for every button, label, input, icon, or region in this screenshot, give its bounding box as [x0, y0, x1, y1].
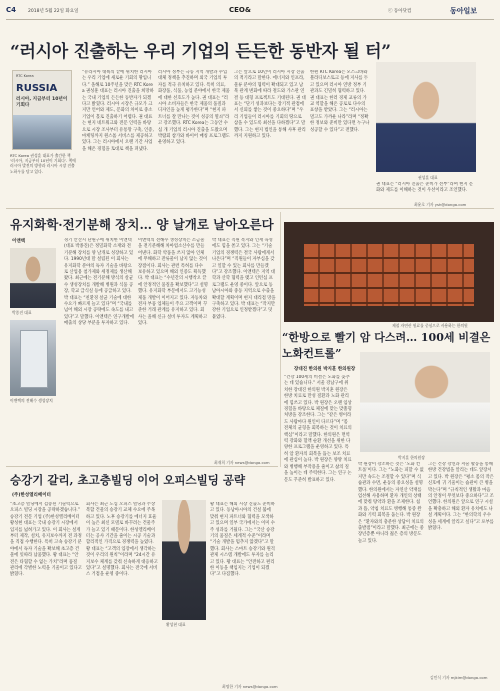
- article3-col3: 그는 건강 강연과 저술 활동을 통해 한방 건강법을 알리는 데도 앞장서고 있다. 박 원장은 “평소 몸의 작은 신호에 귀 기울이는 습관이 큰 병을 막는다”며 “규칙적인 생활과 마음의 안정이 무엇보다 중요하다”고 조언했다. 한의원은 앞으로 연구 시설을 확충하고 해외 환자 유치에도 나설 계획이다. 그는 “한의학의 우수성을 세계에 알리고 싶다”고 포부를 밝혔다.: [428, 462, 494, 532]
- book-cover-subtitle: 러시아, 지금부터 10년이 기회다: [16, 97, 68, 108]
- article3-doctor-photo: [360, 352, 490, 452]
- article2-photo1-caption: 박종진 대표: [12, 310, 32, 315]
- article4-byline: 최명한 기자 news@donga.com: [222, 684, 278, 689]
- article4-col1: “초고층 빌딩에서 검증된 기술력으로 오피스 빌딩 시장을 공략하겠습니다.” 승강기 전문 기업 (주)한성엘리베이터 황성현 대표는 국내 승강기 시장에서 입지를 넓혀가고 있다. 이 회사는 설계부터 제작, 설치, 유지보수까지 전 과정을 직접 수행한다. 특히 고속 승강기 분야에서 독자 기술을 확보해 초고층 건물에 잇따라 납품했다. 황 대표는 “안전은 타협할 수 없는 가치”라며 품질 관리에 각별한 노력을 기울이고 있다고 밝혔다.: [10, 502, 82, 578]
- section-divider-2: [6, 466, 278, 467]
- article3-byline: 김민식 기자 mjkim@donga.com: [430, 675, 488, 680]
- column-divider: [280, 212, 281, 467]
- web-credit: ⓒ 동아닷컴: [388, 9, 412, 14]
- article3-photo-caption: 박지훈 한의원장: [398, 455, 425, 460]
- book-cover-title: RUSSIA: [16, 83, 58, 94]
- article2-ceo-photo: [10, 248, 56, 308]
- article1-col2: 러시아 정부는 극동 지역 개발과 수입 대체 정책을 추진하며 외국 기업의 투자를 적극 유치하고 있다. 특히 의료, 화장품, 식품, 농업 분야에서 한국 제품에 대한 선호도가 높다. 권 대표는 “러시아 소비자들은 한국 제품의 품질과 디자인을 높게 평가한다”며 “현지 파트너를 잘 만나는 것이 성공의 열쇠”라고 강조했다. RTC Korea는 그동안 수십 개 기업의 러시아 진출을 도왔으며 박람회 참가와 바이어 매칭 프로그램도 운영하고 있다.: [158, 70, 230, 146]
- article4-col3: 황 대표는 해외 시장 진출도 준비하고 있다. 동남아시아의 건설 붐에 맞춰 현지 파트너와 협력을 모색하고 있으며 일부 국가에서는 이미 수주 성과를 거뒀다. 그는 “국산 승강기의 품질은 세계적 수준”이라며 “기술 개발을 멈추지 않겠다”고 말했다. 회사는 스마트 승강기와 원격 관제 시스템 개발에도 투자를 늘리고 있다. 황 대표는 “안전하고 편리한 이동을 책임지는 기업이 되겠다”고 다짐했다.: [210, 502, 275, 578]
- article2-byline: 최재희 기자 news@donga.com: [214, 460, 270, 465]
- article2-device-photo: [10, 320, 56, 396]
- book-publisher: RTC Korea: [16, 74, 34, 78]
- article3-product-photo: [284, 222, 494, 322]
- article3-headline: “한방으로 빨기 암 다스려… 100세 비결은 노화컨트롤”: [282, 331, 491, 360]
- newspaper-brand: 동아일보: [450, 7, 478, 15]
- article2-photo2-caption: 이앤텍의 전해수 생성장치: [10, 398, 53, 403]
- article1-byline: 최윤호 기자 ysh@donga.com: [414, 202, 467, 207]
- book-cover-image: [12, 70, 72, 150]
- section-divider-1: [6, 208, 494, 209]
- article1-col1: “유라시아 대륙의 끝에 위치한 러시아는 우리 기업에 새로운 기회의 땅입니다.” 올해로 10주년을 맞은 RTC Korea 권성훈 대표는 러시아 진출을 희망하는 국내 기업의 든든한 동반자가 되겠다고 밝혔다. 러시아 시장은 규모가 크지만 언어와 제도, 문화의 차이로 중소기업이 홀로 진출하기 어렵다. 권 대표는 현지 네트워크와 전문 인력을 바탕으로 시장 조사부터 유통망 구축, 인증, 마케팅까지 원스톱 서비스를 제공하고 있다. 그는 러시아에서 오랜 기간 사업을 해온 경험을 토대로 책을 펴냈다.: [82, 70, 154, 152]
- article4-photo-caption: 황성현 대표: [166, 622, 186, 627]
- book-caption: RTC Korea 권성훈 대표가 출간한 책 ‘러시아, 지금부터 10년이 기회다’. 책에 러시아 발전의 방향과 러시아 시장 진출 노하우를 담고 있다.: [10, 153, 76, 174]
- article2-col2: 이앤텍의 전해수 생성장치는 소금물을 전기분해해 차아염소산수를 만들어낸다. 화학 약품을 쓰지 않아 인체에 무해하고 잔류물이 남지 않는 것이 장점이다. 회사는 관련 특허를 다수 보유하고 있으며 해외 인증도 획득했다. 박 대표는 “수년간의 시행착오 끝에 안정적인 품질을 확보했다”고 설명했다. 유지화학 부문에서도 고기능성 제품 개발이 이어지고 있다. 자동차와 전자 부품 업체들이 주요 고객이며 꾸준한 거래 관계를 유지하고 있다. 회사는 올해 신규 설비 투자도 계획하고 있다.: [138, 238, 208, 327]
- article2-kicker: 이앤텍: [12, 239, 26, 244]
- page-number: C4: [6, 6, 17, 14]
- article1-col3: 그는 앞으로 10년이 러시아 시장 진출의 적기라고 말한다. 에너지와 인프라, 물류 분야의 협력이 확대되고 있고 남북 관계 변화에 따라 철도와 가스관 연결 등 대형 프로젝트도 기대된다. 권 대표는 “단기 성과보다는 장기적 관점에서 신뢰를 쌓는 것이 중요하다”며 “우리 기업들이 러시아를 기회의 땅으로 삼을 수 있도록 최선을 다하겠다”고 말했다. 그는 현지 법인을 통해 사후 관리까지 지원하고 있다.: [234, 70, 306, 140]
- page-header: [6, 5, 494, 20]
- article1-headline: “러시아 진출하는 우리 기업의 든든한 동반자 될 터”: [10, 42, 391, 62]
- article3-col2: 박 원장이 강조하는 것은 ‘노화 컨트롤’이다. 그는 “노화는 피할 수 없지만 속도는 조절할 수 있다”며 식습관과 수면, 운동의 중요성을 설명했다. 한의원에서는 자연산 약재를 엄선해 사용하며 환자 개인의 상태에 맞춰 탕약과 환을 조제한다. 침과 뜸, 약침 치료도 병행해 통증 완화와 기력 회복을 돕는다. 박 원장은 “환자와의 충분한 상담이 치료의 출발점”이라고 말했다. 최근에는 중장년층뿐 아니라 젊은 층의 방문도 늘고 있다.: [358, 462, 424, 544]
- article3-kicker: 장대진 한의원 박지훈 한의원장: [294, 367, 356, 372]
- article3-col1: “건강 100세의 비결은 노화를 늦추는 데 있습니다.” 서울 강남구에 위치한 장대진 한의원 박지훈 원장은 한방 치료로 만성 질환과 노화 관리에 힘쓰고 있다. 박 원장은 오랜 임상 경험을 바탕으로 체질에 맞는 맞춤형 처방을 강조한다. 그는 “같은 병이라도 사람마다 원인이 다르다”며 “몸 전체의 균형을 회복하는 것이 치료의 핵심”이라고 말했다. 한의원은 면역력 강화와 혈액 순환 개선을 위한 다양한 프로그램을 운영하고 있다. 특히 암 환자의 회복을 돕는 보조 치료에 관심이 높다. 박 원장은 양방 치료와 병행해 부작용을 줄이고 삶의 질을 높이는 데 주력한다. 그는 연구 논문도 꾸준히 발표하고 있다.: [284, 375, 352, 483]
- article1-col5: 권 대표는 “러시아 진출은 준비가 전부”라며 현지 문화와 제도를 이해하는 것이 우선이라고 조언했다.: [376, 182, 474, 194]
- section-name: CEO&: [229, 6, 251, 14]
- ceo-portrait: [376, 62, 476, 172]
- article4-headline: 승강기 갈리, 초고층빌딩 이어 오피스빌딩 공략: [10, 473, 246, 487]
- article2-col1: 경기 안산시 단원구에 위치한 이앤텍(대표 박종진)은 정밀화학 소재와 전기분해 장치를 양 날개로 성장하고 있다. 1990년대 말 설립된 이 회사는 유지화학 분야의 독자 기술을 바탕으로 산업용 첨가제와 세정제를 생산해 왔다. 최근에는 전기분해 방식의 살균수 생성장치를 개발해 병원과 식품 공장, 학교 급식실 등에 공급하고 있다. 박 대표는 “친환경 살균 기술에 대한 수요가 빠르게 늘고 있다”며 “국내를 넘어 해외 시장 공략에도 속도를 내고 있다”고 말했다. 이앤텍은 연구개발에 매출의 상당 부분을 투자하고 있다.: [64, 238, 134, 327]
- article4-col2: 회사는 최근 도심 오피스 빌딩과 주상복합 건물의 승강기 교체 수요에 주목하고 있다. 노후 승강기를 에너지 효율이 높은 최신 모델로 바꾸려는 건물주가 늘고 있기 때문이다. 한성엘리베이터는 공사 기간을 줄이는 시공 기술과 합리적인 가격으로 경쟁력을 높였다. 황 대표는 “고객의 입장에서 생각하는 것이 우리의 원칙”이라며 “24시간 유지보수 체계를 갖춰 신속하게 대응하고 있다”고 설명했다. 회사는 전국에 서비스 거점을 운영 중이다.: [86, 502, 158, 578]
- article2-col3: 박 대표는 직원 복지와 인재 육성에도 힘을 쏟고 있다. 그는 “기술 기업의 경쟁력은 결국 사람에게서 나온다”며 “직원들이 자부심을 갖고 일할 수 있는 회사를 만들겠다”고 강조했다. 이앤텍은 지역 대학과 산학 협력을 맺고 인턴십 프로그램도 운영 중이다. 앞으로 동남아시아와 중동 지역으로 수출을 확대할 계획이며 현지 대리점 망을 구축하고 있다. 박 대표는 “작지만 강한 기업으로 인정받겠다”고 덧붙였다.: [212, 238, 276, 320]
- article1-col4: 한편 RTC Korea는 모스크바와 블라디보스토크 등에 지사를 두고 있으며 러시아 연방 정부 기관과도 긴밀히 협력하고 있다. 권 대표는 한러 경제 교류의 가교 역할을 해온 공로로 다수의 표창을 받았다. 그는 “러시아는 멀고도 가까운 나라”라며 “정확한 정보와 준비만 있다면 누구나 성공할 수 있다”고 전했다.: [310, 70, 370, 133]
- ceo-caption: 권성훈 대표: [418, 175, 438, 180]
- issue-date: 2018년 5월 22일 화요일: [28, 9, 79, 14]
- article4-kicker: (주)한성엘리베이터: [12, 493, 51, 498]
- article3-product-caption: 제철 자연산 원료를 중심으로 사용하는 한의원: [392, 323, 468, 328]
- article4-ceo-photo: [162, 500, 206, 620]
- article2-headline: 유지화학·전기분해 장치… 양 날개로 날아오른다: [10, 217, 274, 232]
- book-cover-picture: [13, 115, 71, 149]
